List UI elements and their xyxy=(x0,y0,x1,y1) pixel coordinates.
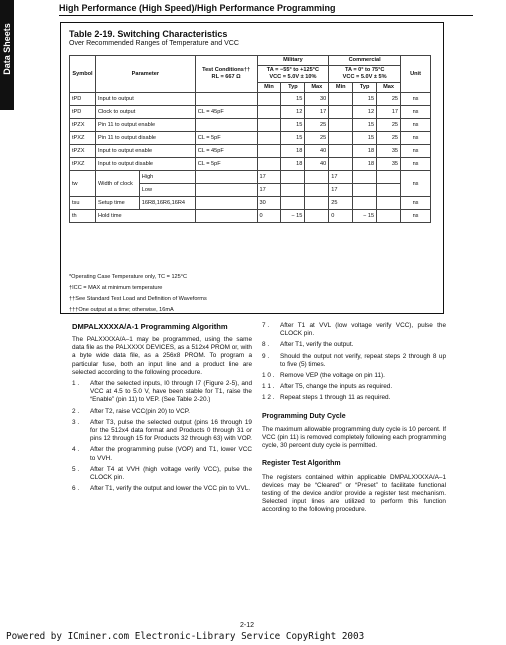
step-number: 7 . xyxy=(262,322,270,329)
rl-label: RL = 667 Ω xyxy=(211,74,241,80)
cell-condition xyxy=(195,171,257,184)
cell-value: 18 xyxy=(281,158,305,171)
cell-value: 17 xyxy=(305,106,329,119)
cell-value: 40 xyxy=(305,145,329,158)
mil-max: Max xyxy=(305,83,329,93)
header-row xyxy=(70,56,431,66)
cell-symbol: tPZX xyxy=(70,119,96,132)
step-text: Remove VEP (the voltage on pin 11). xyxy=(280,372,385,380)
cell-value xyxy=(377,184,401,197)
step-text: After the programming pulse (VOP) and T1, lower VCC to VVH. xyxy=(90,446,252,462)
header-commercial: Commercial xyxy=(329,56,401,66)
com-ta: TA = 0° to 75°C xyxy=(344,67,385,73)
step-text: Repeat steps 1 through 11 as required. xyxy=(280,394,391,402)
cell-sub-parameter: Low xyxy=(139,184,195,197)
step-text: After T1 at VVL (low voltage verify VCC), pulse the CLOCK pin. xyxy=(280,322,446,338)
mil-typ: Typ xyxy=(281,83,305,93)
intro-paragraph: The PALXXXXA/A–1 may be programmed, using the same data file as the PALXXXX DEVICES, as a 512x4 PROM or, with a byte wide data file, as a 256x8 PROM. To program a particular fuse, both an input line and a product line are selected according to the following procedure. xyxy=(72,336,252,376)
step-number: 1 . xyxy=(72,380,80,388)
commercial-conditions xyxy=(329,66,401,83)
list-item xyxy=(72,419,252,444)
cell-value xyxy=(257,119,281,132)
header-military: Military xyxy=(257,56,329,66)
cell-value: 25 xyxy=(377,132,401,145)
cell-value xyxy=(329,145,353,158)
side-tab xyxy=(0,0,14,110)
cell-parameter: Input to output enable xyxy=(95,145,195,158)
cell-value: 17 xyxy=(377,106,401,119)
list-item xyxy=(262,394,446,402)
page-number: 2-12 xyxy=(240,622,255,629)
cell-value xyxy=(281,171,305,184)
step-text: After T2, raise VCC(pin 20) to VCP. xyxy=(90,407,190,415)
cell-condition xyxy=(195,184,257,197)
cell-condition: CL = 5pF xyxy=(195,132,257,145)
cell-value: 35 xyxy=(377,145,401,158)
cell-value: 12 xyxy=(353,106,377,119)
cell-value xyxy=(353,171,377,184)
cell-value: 30 xyxy=(305,93,329,106)
cell-parameter: Setup time xyxy=(95,197,139,210)
side-tab-label: Data Sheets xyxy=(2,23,12,75)
cell-value xyxy=(281,184,305,197)
note: †ICC = MAX at minimum temperature xyxy=(69,285,163,291)
com-min: Min xyxy=(329,83,353,93)
list-item xyxy=(72,485,252,493)
cell-symbol: tPZX xyxy=(70,145,96,158)
section-title: DMPALXXXXA/A-1 Programming Algorithm xyxy=(72,322,228,331)
cell-condition xyxy=(195,210,257,223)
cell-value: 25 xyxy=(305,132,329,145)
step-text: After T5, change the inputs as required. xyxy=(280,383,393,391)
table-row xyxy=(70,158,431,171)
cell-parameter: Clock to output xyxy=(95,106,195,119)
cell-condition: CL = 45pF xyxy=(195,106,257,119)
step-text: After T1, verify the output. xyxy=(280,341,354,349)
cell-value: 18 xyxy=(353,145,377,158)
cell-unit: ns xyxy=(401,119,431,132)
cell-value xyxy=(353,184,377,197)
table-row-tsu xyxy=(70,197,431,210)
cell-value xyxy=(329,106,353,119)
cell-value: 25 xyxy=(377,119,401,132)
note: ††See Standard Test Load and Definition of Waveforms xyxy=(69,296,207,302)
cell-parameter: Width of clock xyxy=(95,171,139,197)
cell-condition: CL = 5pF xyxy=(195,158,257,171)
cell-value: 15 xyxy=(281,132,305,145)
duty-cycle-heading: Programming Duty Cycle xyxy=(262,412,346,420)
cell-value xyxy=(329,132,353,145)
table-row xyxy=(70,93,431,106)
cell-parameter: Pin 11 to output enable xyxy=(95,119,195,132)
cell-value: 40 xyxy=(305,158,329,171)
table-notes xyxy=(69,273,207,314)
step-number: 6 . xyxy=(72,485,80,493)
left-column xyxy=(72,322,252,493)
step-number: 9 . xyxy=(262,352,270,360)
cell-value: − 15 xyxy=(353,210,377,223)
cell-sub-parameter: 16R8,16R6,16R4 xyxy=(139,197,195,210)
header-parameter: Parameter xyxy=(95,56,195,93)
cell-value xyxy=(305,210,329,223)
header-rule xyxy=(59,15,473,16)
cell-value: 25 xyxy=(305,119,329,132)
cell-condition: CL = 45pF xyxy=(195,145,257,158)
cell-value: 30 xyxy=(257,197,281,210)
step-text: After the selected inputs, I0 through I7 (Figure 2-5), and VCC at 4.5 to 5.0 V, have been stable for T1, raise the “Enable” (pin 11) to VEP. (See Table 2-20.) xyxy=(90,380,252,404)
list-item xyxy=(262,353,446,369)
table-box xyxy=(60,22,444,314)
step-text: Should the output not verify, repeat steps 2 through 8 up to five (5) times. xyxy=(280,352,446,368)
cell-value: 17 xyxy=(257,171,281,184)
cell-value: 12 xyxy=(281,106,305,119)
step-number: 3 . xyxy=(72,418,80,426)
list-item xyxy=(262,341,446,349)
table-row xyxy=(70,132,431,145)
cell-value xyxy=(353,197,377,210)
cell-value xyxy=(329,158,353,171)
cell-value: 15 xyxy=(281,93,305,106)
cell-value xyxy=(377,210,401,223)
cell-value: 17 xyxy=(329,171,353,184)
cell-condition xyxy=(195,119,257,132)
step-number: 2 . xyxy=(72,407,80,415)
cell-value xyxy=(257,132,281,145)
list-item xyxy=(72,466,252,482)
duty-cycle-paragraph: The maximum allowable programming duty cycle is 10 percent. If VCC (pin 11) is removed completely following each programming cycle, 30 percent duty cycle is permitted. xyxy=(262,425,446,450)
cell-value: 15 xyxy=(353,93,377,106)
mil-min: Min xyxy=(257,83,281,93)
cell-value: 0 xyxy=(257,210,281,223)
list-item xyxy=(72,446,252,462)
register-test-heading: Register Test Algorithm xyxy=(262,460,341,468)
mil-ta: TA = −55° to +125°C xyxy=(266,67,319,73)
list-item xyxy=(72,380,252,405)
cell-value: 25 xyxy=(377,93,401,106)
cell-value: 17 xyxy=(257,184,281,197)
cell-unit: ns xyxy=(401,106,431,119)
header-unit: Unit xyxy=(401,56,431,93)
cell-value xyxy=(329,93,353,106)
step-number: 4 . xyxy=(72,446,80,454)
cell-unit: ns xyxy=(401,197,431,210)
cell-unit: ns xyxy=(401,171,431,197)
table-row xyxy=(70,106,431,119)
table-title: Table 2-19. Switching Characteristics xyxy=(69,29,228,39)
cell-symbol: tPXZ xyxy=(70,132,96,145)
cell-unit: ns xyxy=(401,132,431,145)
cell-unit: ns xyxy=(401,158,431,171)
note: *Operating Case Temperature only, TC = 125°C xyxy=(69,274,188,280)
cell-value: 15 xyxy=(353,132,377,145)
cell-value xyxy=(377,171,401,184)
table-subtitle: Over Recommended Ranges of Temperature and VCC xyxy=(69,40,239,47)
switching-table xyxy=(69,55,431,223)
register-test-paragraph: The registers contained within applicable DMPALXXXXA/A–1 devices may be “Cleared” or “Preset” to facilitate functional testing of the device and/or provide a register test mechanism. Selected input lines are utilized to perform this function according to the following procedure. xyxy=(262,473,446,514)
footer-copyright: Powered by ICminer.com Electronic-Library Service CopyRight 2003 xyxy=(6,631,365,642)
cell-value: 25 xyxy=(329,197,353,210)
step-number: 1 2 . xyxy=(262,394,275,402)
step-number: 1 1 . xyxy=(262,383,275,391)
cell-value: 15 xyxy=(281,119,305,132)
cell-symbol: tw xyxy=(70,171,96,197)
cell-value: 35 xyxy=(377,158,401,171)
cell-unit: ns xyxy=(401,145,431,158)
cell-symbol: tPD xyxy=(70,106,96,119)
mil-vcc: VCC = 5.0V ± 10% xyxy=(269,74,317,80)
cell-value xyxy=(257,158,281,171)
com-max: Max xyxy=(377,83,401,93)
cell-parameter: Input to output xyxy=(95,93,195,106)
page-header: High Performance (High Speed)/High Performance Programming xyxy=(59,3,336,13)
step-number: 5 . xyxy=(72,465,80,473)
cell-condition xyxy=(195,197,257,210)
step-text: After T4 at VVH (high voltage verify VCC), pulse the CLOCK pin. xyxy=(90,465,252,482)
cell-value xyxy=(257,145,281,158)
cell-value xyxy=(305,197,329,210)
cell-symbol: tPXZ xyxy=(70,158,96,171)
cell-value xyxy=(305,171,329,184)
table-row xyxy=(70,119,431,132)
list-item xyxy=(262,322,446,338)
note: †††One output at a time; otherwise, 16mA xyxy=(69,307,174,313)
right-column xyxy=(262,322,446,515)
table-row-th xyxy=(70,210,431,223)
cell-parameter: Hold time xyxy=(95,210,195,223)
cell-symbol: tsu xyxy=(70,197,96,210)
step-number: 8 . xyxy=(262,341,270,349)
list-item xyxy=(262,383,446,391)
com-vcc: VCC = 5.0V ± 5% xyxy=(342,74,387,80)
cell-symbol: tPD xyxy=(70,93,96,106)
cell-value: 0 xyxy=(329,210,353,223)
step-text: After T1, verify the output and lower the VCC pin to VVL. xyxy=(90,485,251,493)
cell-parameter: Pin 11 to output disable xyxy=(95,132,195,145)
cell-value xyxy=(257,106,281,119)
cell-value xyxy=(377,197,401,210)
com-typ: Typ xyxy=(353,83,377,93)
cell-value xyxy=(305,184,329,197)
military-conditions xyxy=(257,66,329,83)
test-conditions-label: Test Conditions†† xyxy=(202,67,251,73)
table-row-tw-high xyxy=(70,171,431,184)
cell-value xyxy=(257,93,281,106)
table-row xyxy=(70,145,431,158)
cell-unit: ns xyxy=(401,210,431,223)
cell-unit: ns xyxy=(401,93,431,106)
list-item xyxy=(72,408,252,416)
cell-parameter: Input to output disable xyxy=(95,158,195,171)
list-item xyxy=(262,372,446,380)
cell-symbol: th xyxy=(70,210,96,223)
step-text: After T3, pulse the selected output (pins 16 through 19 for the 512x4 data format and Products 0 through 31 or pins 12 through 15 for Products 32 through 63) with VOP. xyxy=(90,418,252,443)
cell-value: − 15 xyxy=(281,210,305,223)
cell-value: 17 xyxy=(329,184,353,197)
cell-value xyxy=(329,119,353,132)
cell-value: 18 xyxy=(281,145,305,158)
cell-sub-parameter: High xyxy=(139,171,195,184)
cell-value: 18 xyxy=(353,158,377,171)
header-symbol: Symbol xyxy=(70,56,96,93)
step-number: 1 0 . xyxy=(262,372,275,380)
cell-condition xyxy=(195,93,257,106)
cell-value xyxy=(281,197,305,210)
header-test-conditions xyxy=(195,56,257,93)
cell-value: 15 xyxy=(353,119,377,132)
